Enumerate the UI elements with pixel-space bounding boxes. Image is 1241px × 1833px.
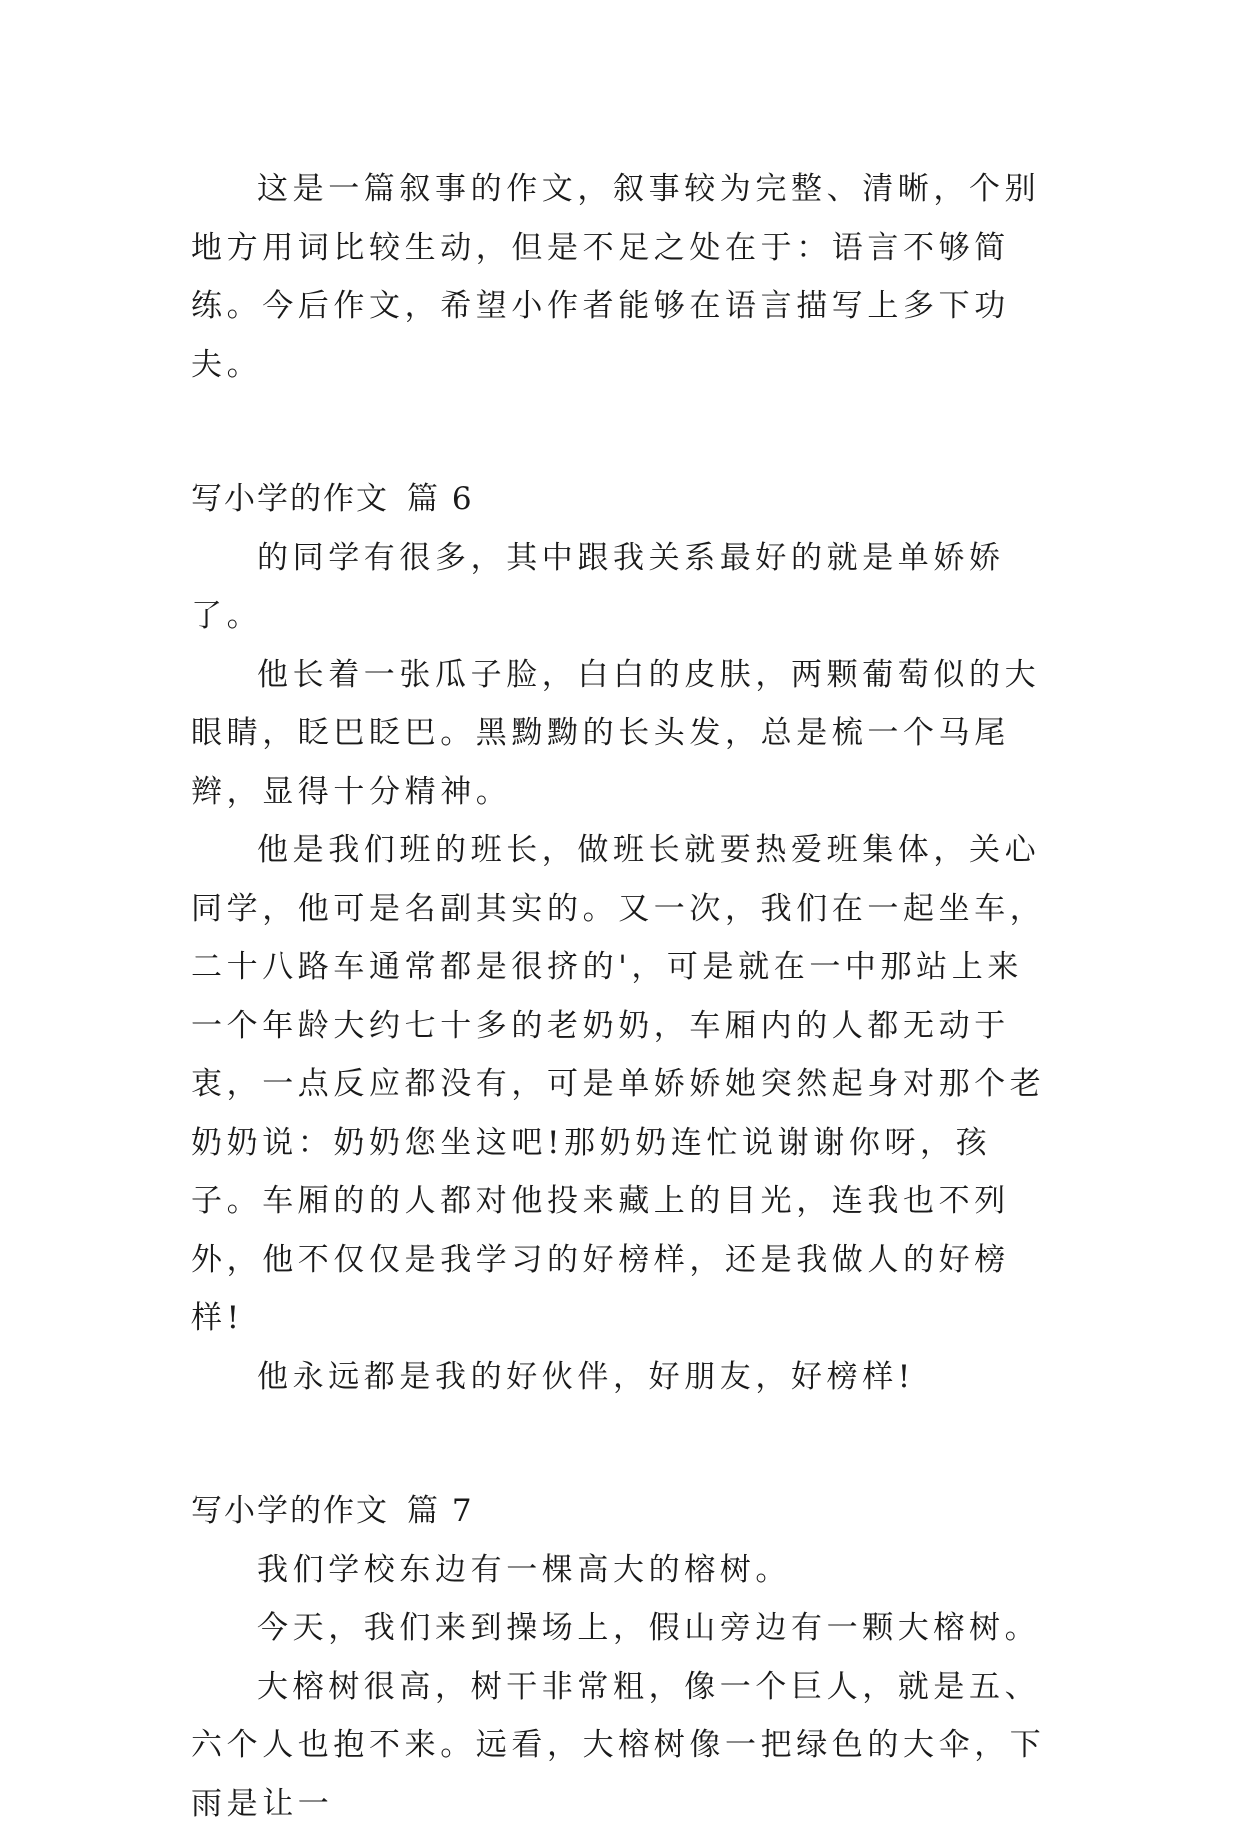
heading-number: 篇 6 bbox=[407, 481, 474, 517]
paragraph: 他长着一张瓜子脸，白白的皮肤，两颗葡萄似的大眼睛，眨巴眨巴。黑黝黝的长头发，总是梳一个马尾辫，显得十分精神。 bbox=[191, 646, 1051, 822]
section-heading bbox=[191, 470, 1051, 529]
paragraph: 的同学有很多，其中跟我关系最好的就是单娇娇了。 bbox=[191, 529, 1051, 646]
section-gap bbox=[191, 394, 1051, 470]
section-review bbox=[191, 160, 1051, 394]
heading-title: 写小学的作文 bbox=[191, 1493, 389, 1529]
heading-title: 写小学的作文 bbox=[191, 481, 389, 517]
section-heading bbox=[191, 1482, 1051, 1541]
heading-number: 篇 7 bbox=[407, 1493, 474, 1529]
section-essay-7 bbox=[191, 1482, 1051, 1833]
paragraph: 他是我们班的班长，做班长就要热爱班集体，关心同学，他可是名副其实的。又一次，我们在一起坐车，二十八路车通常都是很挤的'，可是就在一中那站上来一个年龄大约七十多的老奶奶，车厢内的人都无动于衷，一点反应都没有，可是单娇娇她突然起身对那个老奶奶说：奶奶您坐这吧!那奶奶连忙说谢谢你呀，孩子。车厢的的人都对他投来藏上的目光，连我也不列外，他不仅仅是我学习的好榜样，还是我做人的好榜样! bbox=[191, 821, 1051, 1348]
paragraph: 大榕树很高，树干非常粗，像一个巨人，就是五、六个人也抱不来。远看，大榕树像一把绿色的大伞，下雨是让一 bbox=[191, 1658, 1051, 1833]
paragraph: 他永远都是我的好伙伴，好朋友，好榜样! bbox=[191, 1348, 1051, 1407]
section-gap bbox=[191, 1406, 1051, 1482]
section-essay-6 bbox=[191, 470, 1051, 1406]
paragraph: 这是一篇叙事的作文，叙事较为完整、清晰，个别地方用词比较生动，但是不足之处在于：语言不够简练。今后作文，希望小作者能够在语言描写上多下功夫。 bbox=[191, 160, 1051, 394]
paragraph: 我们学校东边有一棵高大的榕树。 bbox=[191, 1541, 1051, 1600]
document-page bbox=[191, 160, 1051, 1833]
paragraph: 今天，我们来到操场上，假山旁边有一颗大榕树。 bbox=[191, 1599, 1051, 1658]
